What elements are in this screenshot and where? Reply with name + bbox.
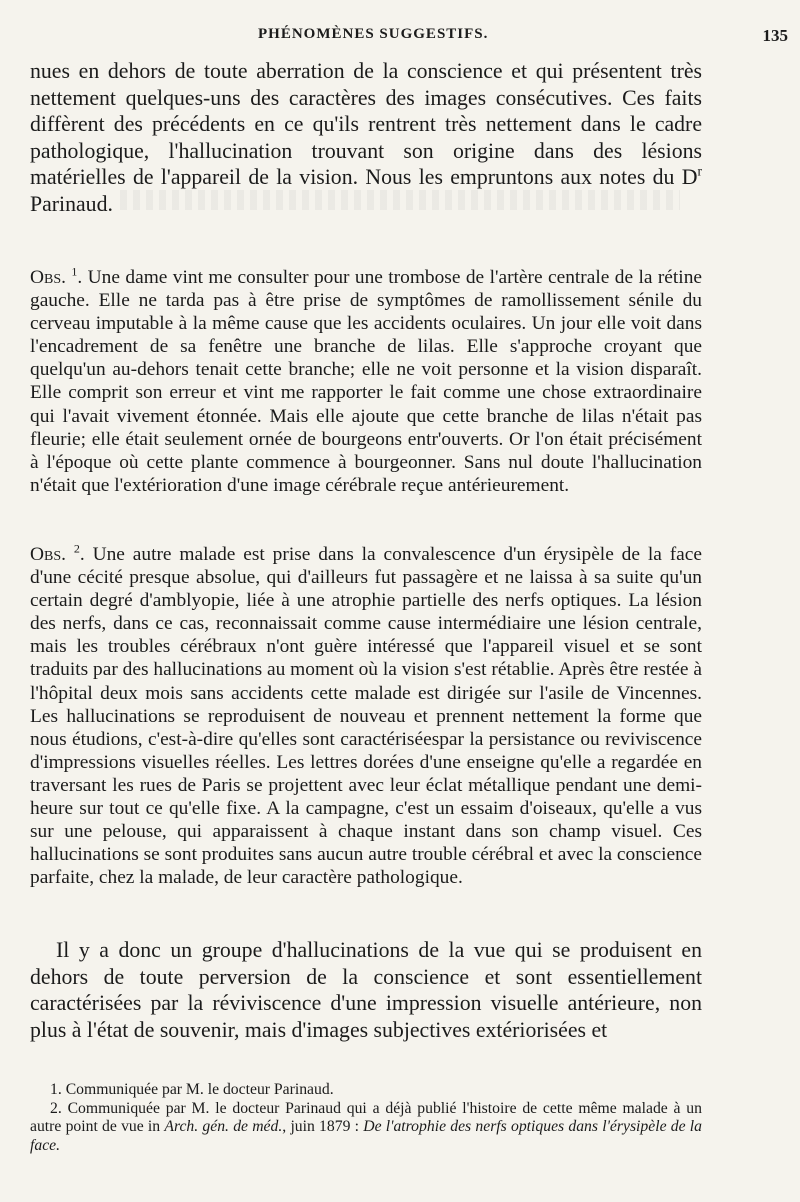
obs-2-footnote-ref: 2 (73, 541, 80, 556)
intro-tail: Parinaud. (30, 191, 113, 216)
doctor-abbrev-superscript: r (697, 163, 702, 179)
conclusion-paragraph: Il y a donc un groupe d'hallucinations de la vue qui se produisent en dehors de toute perversion de la conscience et sont essentiellement caractérisées par la réviviscence d'une impression visuelle antérieure, non plus à l'état de souvenir, mais d'images subjectives extériorisées et (30, 938, 702, 1042)
intro-paragraph (30, 58, 702, 217)
footnote-2-text: 2. Communiquée par M. le docteur Parinaud qui a déjà publié l'histoire de cette même malade à un autre point de vue in (30, 1099, 702, 1135)
obs-1-label: Obs. (30, 267, 66, 288)
obs-1-footnote-ref: 1 (71, 264, 78, 279)
page-number: 135 (762, 26, 788, 45)
obs-2-label: Obs. (30, 543, 66, 565)
footnote-1: 1. Communiquée par M. le docteur Parinaud. (50, 1081, 334, 1098)
footnote-2-date: , juin 1879 : (282, 1118, 364, 1135)
footnote-2-article-title: De l'atrophie des nerfs optiques dans l'érysipèle de la face. (30, 1118, 702, 1154)
obs-2-text: . Une autre malade est prise dans la convalescence d'un érysipèle de la face d'une cécité presque absolue, qui d'ailleurs fut passagère et ne laissa à sa suite qu'un certain degré d'amblyopie, liée à une atrophie partielle des nerfs optiques. La lésion des nerfs, dans ce cas, reconnaissait comme cause intermédiaire une lésion centrale, mais les troubles cérébraux n'ont guère intéressé que l'appareil visuel et se sont traduits par des hallucinations au moment où la vision s'est rétablie. Après être restée à l'hôpital deux mois sans accidents cette malade est dirigée sur l'asile de Vincennes. Les hallucinations se reproduisent de nouveau et prennent nettement la forme que nous étudions, c'est-à-dire qu'elles sont caractériséespar la persistance ou reviviscence d'impressions visuelles réelles. Les lettres dorées d'une enseigne qu'elle a regardée en traversant les rues de Paris se projettent avec leur éclat métallique pendant une demi-heure sur tout ce qu'elle fixe. A la campagne, c'est un essaim d'oiseaux, qu'elle a vus sur une pelouse, qui apparaissent à chaque instant dans son champ visuel. Ces hallucinations se sont produites sans aucun autre trouble cérébral et avec la conscience parfaite, chez la malade, de leur caractère pathologique. (30, 543, 702, 889)
footnotes (30, 1081, 702, 1155)
page-header (30, 22, 788, 52)
observation-2 (30, 543, 702, 889)
footnote-2-journal: Arch. gén. de méd. (164, 1118, 283, 1135)
running-head: PHÉNOMÈNES SUGGESTIFS. (258, 26, 489, 42)
intro-text: nues en dehors de toute aberration de la conscience et qui présentent très nettement quelques-uns des caractères des images consécutives. Ces faits diffèrent des précédents en ce qu'ils rentrent très nettement dans le cadre pathologique, l'hallucination trouvant son origine dans des lésions matérielles de l'appareil de la vision. Nous les empruntons aux notes du D (30, 59, 702, 189)
obs-1-text: . Une dame vint me consulter pour une trombose de l'artère centrale de la rétine gauche. Elle ne tarda pas à être prise de symptômes de ramollissement sénile du cerveau imputable à la même cause que les accidents oculaires. Un jour elle voit dans l'encadrement de sa fenêtre une branche de lilas. Elle s'approche croyant que quelqu'un au-dehors tenait cette branche; elle ne voit personne et la vision disparaît. Elle comprit son erreur et vint me rapporter le fait comme une chose extraordinaire qui l'avait vivement étonnée. Mais elle ajoute que cette branche de lilas n'était pas fleurie; elle était seulement ornée de bourgeons entr'ouverts. Or l'on était précisément à l'époque où cette plante commence à bourgeonner. Sans nul doute l'hallucination n'était que l'extérioration d'une image cérébrale reçue antérieurement. (30, 267, 702, 496)
observation-1 (30, 266, 702, 497)
main-text (30, 58, 702, 1043)
footnote-2 (30, 1100, 702, 1156)
